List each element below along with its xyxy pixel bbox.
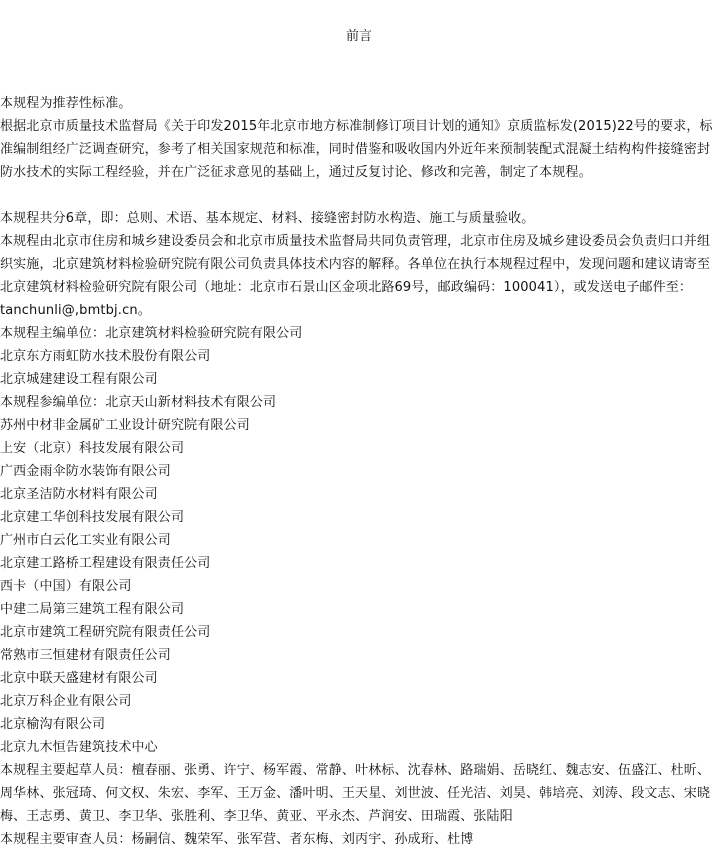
participating-unit-line: 中建二局第三建筑工程有限公司: [0, 602, 185, 617]
participating-unit-line: 常熟市三恒建材有限责任公司: [0, 648, 171, 663]
participating-unit-line: 上安（北京）科技发展有限公司: [0, 441, 185, 456]
participating-unit-line: 北京市建筑工程研究院有限责任公司: [0, 625, 211, 640]
paragraph-basis: 根据北京市质量技术监督局《关于印发2015年北京市地方标准制修订项目计划的通知》京质监标发(2015)22号的要求，标准编制组经广泛调查研究，参考了相关国家规范和标准，同时借鉴和吸收国内外近年来预制装配式混凝土结构构件接缝密封防水技术的实际工程经验，并在广泛征求意见的基础上，通过反复讨论、修改和完善，制定了本规程。: [0, 119, 713, 180]
reviewers-list: 本规程主要审查人员：杨嗣信、魏荣军、张军营、者东梅、刘丙宇、孙成珩、杜博: [0, 832, 474, 847]
participating-units-list: [0, 391, 716, 759]
chief-unit-line: 北京城建建设工程有限公司: [0, 372, 158, 387]
participating-unit-line: 北京榆沟有限公司: [0, 717, 106, 732]
drafters-list: 本规程主要起草人员：檀春丽、张勇、许宁、杨军霞、常静、叶林标、沈春林、路瑞娟、岳晓红、魏志安、伍盛江、杜昕、周华林、张冠琦、何文权、朱宏、李军、王万金、潘叶明、王天星、刘世波、任光洁、刘昊、韩培亮、刘涛、段文志、宋晓梅、王志勇、黄卫、李卫华、张胜利、李卫华、黄亚、平永杰、芦润安、田瑞霞、张陆阳: [0, 763, 711, 824]
participating-unit-line: 北京建工路桥工程建设有限责任公司: [0, 556, 211, 571]
participating-unit-line: 西卡（中国）有限公司: [0, 579, 132, 594]
participating-unit-line: 北京圣洁防水材料有限公司: [0, 487, 158, 502]
chief-unit-line: 北京东方雨虹防水技术股份有限公司: [0, 349, 211, 364]
participating-unit-line: 广州市白云化工实业有限公司: [0, 533, 171, 548]
participating-unit-line: 本规程参编单位：北京天山新材料技术有限公司: [0, 395, 277, 410]
participating-unit-line: 苏州中材非金属矿工业设计研究院有限公司: [0, 418, 250, 433]
participating-unit-line: 北京万科企业有限公司: [0, 694, 132, 709]
page-title: 前言: [345, 29, 372, 44]
paragraph-chapters: 本规程共分6章，即：总则、术语、基本规定、材料、接缝密封防水构造、施工与质量验收。: [0, 211, 535, 226]
chief-unit-line: 本规程主编单位：北京建筑材料检验研究院有限公司: [0, 326, 303, 341]
participating-unit-line: 北京中联天盛建材有限公司: [0, 671, 158, 686]
chief-units-list: [0, 322, 716, 391]
paragraph-standard-type: 本规程为推荐性标准。: [0, 96, 132, 111]
participating-unit-line: 北京九木恒告建筑技术中心: [0, 740, 158, 755]
participating-unit-line: 北京建工华创科技发展有限公司: [0, 510, 185, 525]
participating-unit-line: 广西金雨伞防水装饰有限公司: [0, 464, 171, 479]
document-body: [0, 92, 716, 851]
paragraph-management: 本规程由北京市住房和城乡建设委员会和北京市质量技术监督局共同负责管理，北京市住房及城乡建设委员会负责归口并组织实施，北京建筑材料检验研究院有限公司负责具体技术内容的解释。各单位在执行本规程过程中，发现问题和建议请寄至北京建筑材料检验研究院有限公司（地址：北京市石景山区金项北路69号，邮政编码：100041），或发送电子邮件至：tanchunli@,bmtbj.cn。: [0, 234, 711, 318]
paragraph-gap: [0, 184, 716, 207]
